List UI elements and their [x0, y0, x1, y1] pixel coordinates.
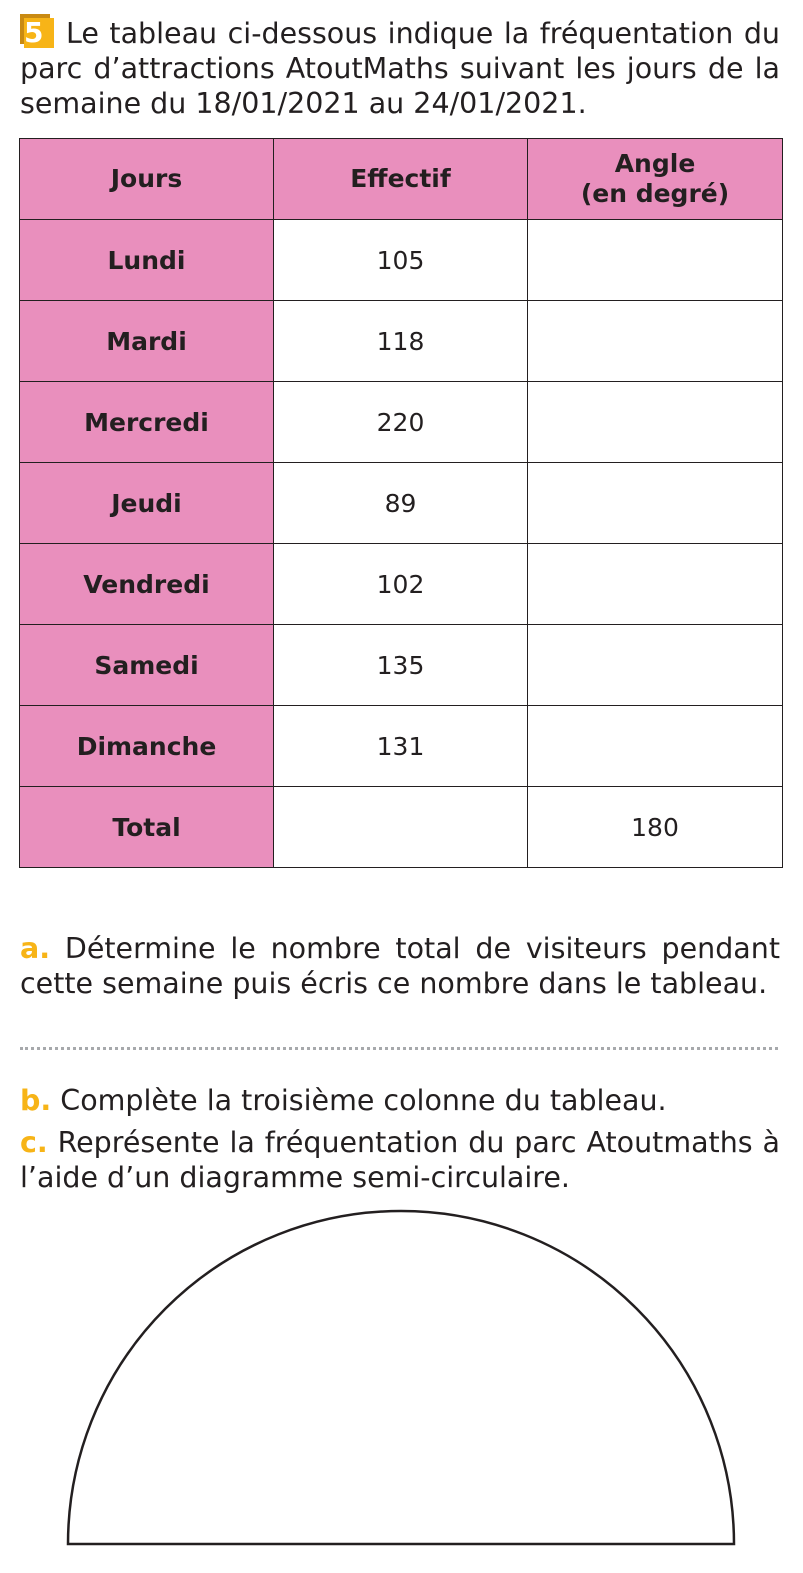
question-c: [20, 1125, 780, 1195]
row-effectif: 220: [274, 382, 528, 463]
exercise-intro: [20, 14, 780, 121]
semi-circle-outline: [68, 1211, 734, 1544]
row-effectif: 105: [274, 220, 528, 301]
question-a-letter: a.: [20, 932, 51, 965]
row-effectif: 89: [274, 463, 528, 544]
exercise-number: 5: [24, 18, 54, 48]
row-effectif: 118: [274, 301, 528, 382]
row-angle-cell[interactable]: [528, 301, 783, 382]
header-angle: [528, 139, 783, 220]
question-c-letter: c.: [20, 1126, 48, 1159]
table-row: [20, 301, 783, 382]
row-day: Lundi: [20, 220, 274, 301]
total-angle: 180: [528, 787, 783, 868]
row-effectif: 102: [274, 544, 528, 625]
table-row: [20, 463, 783, 544]
question-a: [20, 931, 780, 1001]
question-a-text: Détermine le nombre total de visiteurs pendant cette semaine puis écris ce nombre dans le tableau.: [20, 932, 780, 1000]
answer-dotted-line[interactable]: [20, 1047, 778, 1050]
question-b-letter: b.: [20, 1084, 52, 1117]
table-row: [20, 544, 783, 625]
row-angle-cell[interactable]: [528, 706, 783, 787]
row-day: Dimanche: [20, 706, 274, 787]
row-day: Mercredi: [20, 382, 274, 463]
exercise-number-badge: [20, 14, 54, 48]
table-row: [20, 625, 783, 706]
row-day: Samedi: [20, 625, 274, 706]
total-label: Total: [20, 787, 274, 868]
question-b: [20, 1083, 780, 1118]
row-angle-cell[interactable]: [528, 220, 783, 301]
table-row: [20, 382, 783, 463]
table-row: [20, 220, 783, 301]
row-angle-cell[interactable]: [528, 625, 783, 706]
table-header-row: [20, 139, 783, 220]
question-c-text: Représente la fréquentation du parc Atoutmaths à l’aide d’un diagramme semi-circulaire.: [20, 1126, 780, 1194]
row-day: Vendredi: [20, 544, 274, 625]
row-angle-cell[interactable]: [528, 382, 783, 463]
intro-text: Le tableau ci-dessous indique la fréquentation du parc d’attractions AtoutMaths suivant les jours de la semaine du 18/01/2021 au 24/01/2021.: [20, 17, 780, 120]
row-angle-cell[interactable]: [528, 544, 783, 625]
row-angle-cell[interactable]: [528, 463, 783, 544]
semi-circle-diagram[interactable]: [0, 1200, 803, 1573]
question-b-text: Complète la troisième colonne du tableau.: [60, 1084, 667, 1117]
header-angle-line1: Angle: [614, 149, 696, 178]
table-total-row: [20, 787, 783, 868]
total-effectif-cell[interactable]: [274, 787, 528, 868]
row-day: Jeudi: [20, 463, 274, 544]
row-effectif: 131: [274, 706, 528, 787]
frequentation-table: [19, 138, 783, 868]
header-angle-line2: (en degré): [580, 179, 730, 208]
header-effectif: Effectif: [274, 139, 528, 220]
row-effectif: 135: [274, 625, 528, 706]
header-jours: Jours: [20, 139, 274, 220]
row-day: Mardi: [20, 301, 274, 382]
table-row: [20, 706, 783, 787]
